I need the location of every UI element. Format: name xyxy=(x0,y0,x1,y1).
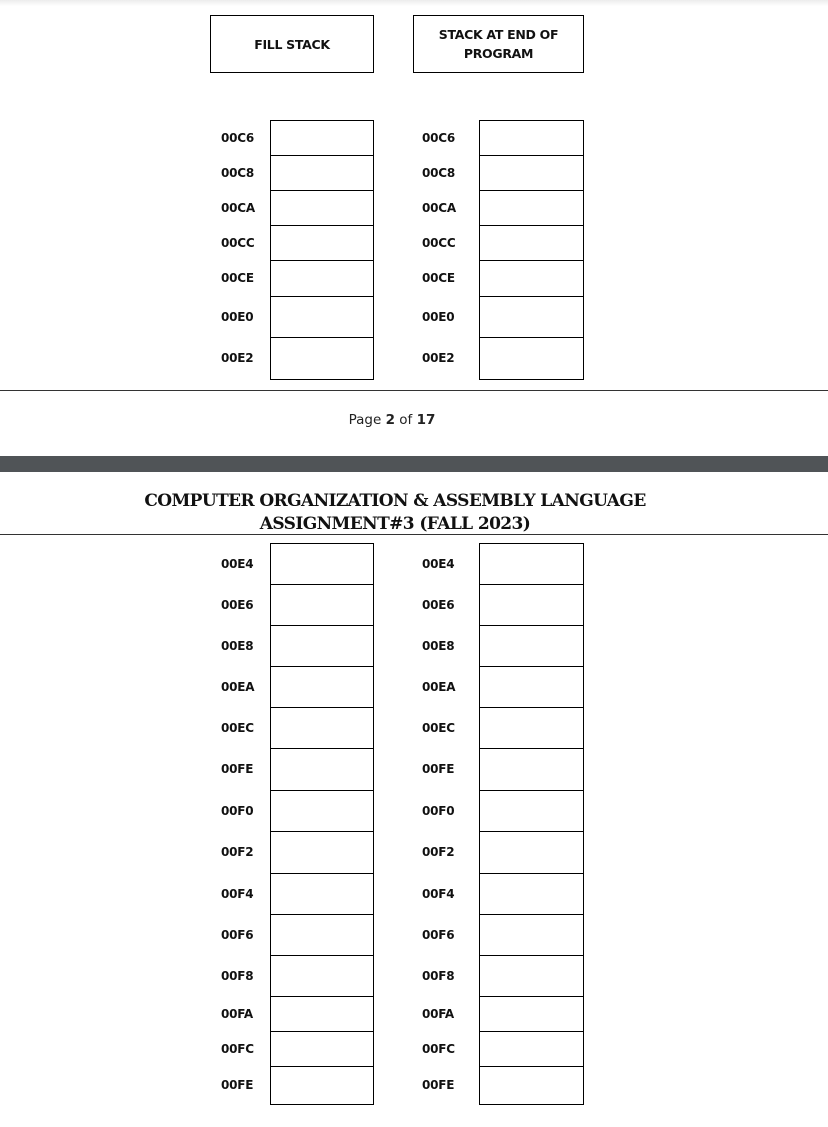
stack-address-label: 00F6 xyxy=(422,927,455,942)
stack-end-header-text: STACK AT END OF PROGRAM xyxy=(438,27,559,61)
end-stack-cell xyxy=(479,748,584,791)
fill-stack-cell xyxy=(270,296,374,338)
stack-address-label: 00F6 xyxy=(221,927,254,942)
page-number-total: 17 xyxy=(416,412,436,428)
end-stack-cell xyxy=(479,190,584,226)
stack-address-label: 00CC xyxy=(422,235,456,250)
stack-address-label: 00F2 xyxy=(221,845,254,859)
stack-address-label: 00E0 xyxy=(221,309,254,324)
stack-address-label: 00E0 xyxy=(422,309,455,324)
stack-address-label: 00E6 xyxy=(221,597,254,612)
stack-address-label: 00EC xyxy=(221,720,254,735)
stack-address-label: 00F2 xyxy=(422,845,455,859)
stack-address-label: 00CC xyxy=(221,235,255,250)
stack-address-label: 00FE xyxy=(422,762,455,776)
stack-address-label: 00E8 xyxy=(422,638,455,653)
stack-address-label: 00FC xyxy=(422,1041,455,1056)
stack-address-label: 00E6 xyxy=(422,597,455,612)
end-stack-cell xyxy=(479,707,584,749)
end-stack-cell xyxy=(479,225,584,261)
course-title: COMPUTER ORGANIZATION & ASSEMBLY LANGUAGE xyxy=(144,491,646,511)
end-stack-cell xyxy=(479,1066,584,1105)
stack-address-label: 00CA xyxy=(221,200,255,215)
end-stack-cell xyxy=(479,666,584,708)
fill-stack-cell xyxy=(270,707,374,749)
end-stack-cell xyxy=(479,996,584,1032)
stack-address-label: 00FE xyxy=(422,1078,455,1092)
page-separator xyxy=(0,456,828,472)
page-number-of: of xyxy=(399,412,413,428)
fill-stack-cell xyxy=(270,914,374,956)
end-stack-cell xyxy=(479,831,584,874)
end-stack-cell xyxy=(479,955,584,997)
stack-address-label: 00E4 xyxy=(422,556,455,571)
stack-address-label: 00F8 xyxy=(221,968,254,983)
stack-address-label: 00E8 xyxy=(221,638,254,653)
fill-stack-cell xyxy=(270,190,374,226)
fill-stack-cell xyxy=(270,666,374,708)
stack-end-header xyxy=(413,15,584,73)
fill-stack-cell xyxy=(270,790,374,832)
end-stack-cell xyxy=(479,337,584,380)
stack-address-label: 00F4 xyxy=(221,886,254,901)
fill-stack-cell xyxy=(270,543,374,585)
fill-stack-cell xyxy=(270,1031,374,1067)
fill-stack-cell xyxy=(270,225,374,261)
end-stack-cell xyxy=(479,1031,584,1067)
header-rule xyxy=(0,534,828,535)
fill-stack-header xyxy=(210,15,374,73)
end-stack-cell xyxy=(479,790,584,832)
stack-address-label: 00F0 xyxy=(221,803,254,818)
fill-stack-cell xyxy=(270,625,374,667)
fill-stack-cell xyxy=(270,955,374,997)
stack-address-label: 00F0 xyxy=(422,803,455,818)
end-stack-cell xyxy=(479,260,584,297)
page-number-prefix: Page xyxy=(348,412,382,428)
end-stack-cell xyxy=(479,155,584,191)
end-stack-cell xyxy=(479,914,584,956)
fill-stack-cell xyxy=(270,260,374,297)
fill-stack-cell xyxy=(270,873,374,915)
stack-address-label: 00C6 xyxy=(221,130,255,145)
fill-stack-cell xyxy=(270,155,374,191)
end-stack-cell xyxy=(479,296,584,338)
end-stack-cell xyxy=(479,120,584,156)
assignment-title: ASSIGNMENT#3 (FALL 2023) xyxy=(259,514,531,534)
page-number-current: 2 xyxy=(385,412,395,428)
fill-stack-cell xyxy=(270,748,374,791)
end-stack-cell xyxy=(479,543,584,585)
stack-address-label: 00C8 xyxy=(221,165,255,180)
fill-stack-cell xyxy=(270,337,374,380)
stack-address-label: 00FE xyxy=(221,762,254,776)
end-stack-cell xyxy=(479,584,584,626)
fill-stack-cell xyxy=(270,996,374,1032)
end-stack-cell xyxy=(479,873,584,915)
end-stack-cell xyxy=(479,625,584,667)
stack-address-label: 00F4 xyxy=(422,886,455,901)
stack-address-label: 00EC xyxy=(422,720,455,735)
stack-address-label: 00C6 xyxy=(422,130,456,145)
fill-stack-cell xyxy=(270,831,374,874)
fill-stack-cell xyxy=(270,120,374,156)
stack-address-label: 00E2 xyxy=(221,351,254,365)
stack-address-label: 00CA xyxy=(422,200,456,215)
fill-stack-header-text: FILL STACK xyxy=(254,36,330,52)
page-bottom-rule xyxy=(0,390,828,391)
fill-stack-cell xyxy=(270,1066,374,1105)
stack-address-label: 00FA xyxy=(221,1006,254,1021)
stack-address-label: 00E4 xyxy=(221,556,254,571)
fill-stack-cell xyxy=(270,584,374,626)
stack-address-label: 00CE xyxy=(422,271,455,285)
stack-address-label: 00FC xyxy=(221,1041,254,1056)
stack-address-label: 00EA xyxy=(422,679,456,694)
stack-address-label: 00EA xyxy=(221,679,255,694)
stack-address-label: 00C8 xyxy=(422,165,456,180)
stack-address-label: 00FA xyxy=(422,1006,455,1021)
stack-address-label: 00E2 xyxy=(422,351,455,365)
page-top-edge xyxy=(0,0,828,6)
stack-address-label: 00FE xyxy=(221,1078,254,1092)
stack-address-label: 00F8 xyxy=(422,968,455,983)
stack-address-label: 00CE xyxy=(221,271,254,285)
page-number xyxy=(0,412,784,428)
